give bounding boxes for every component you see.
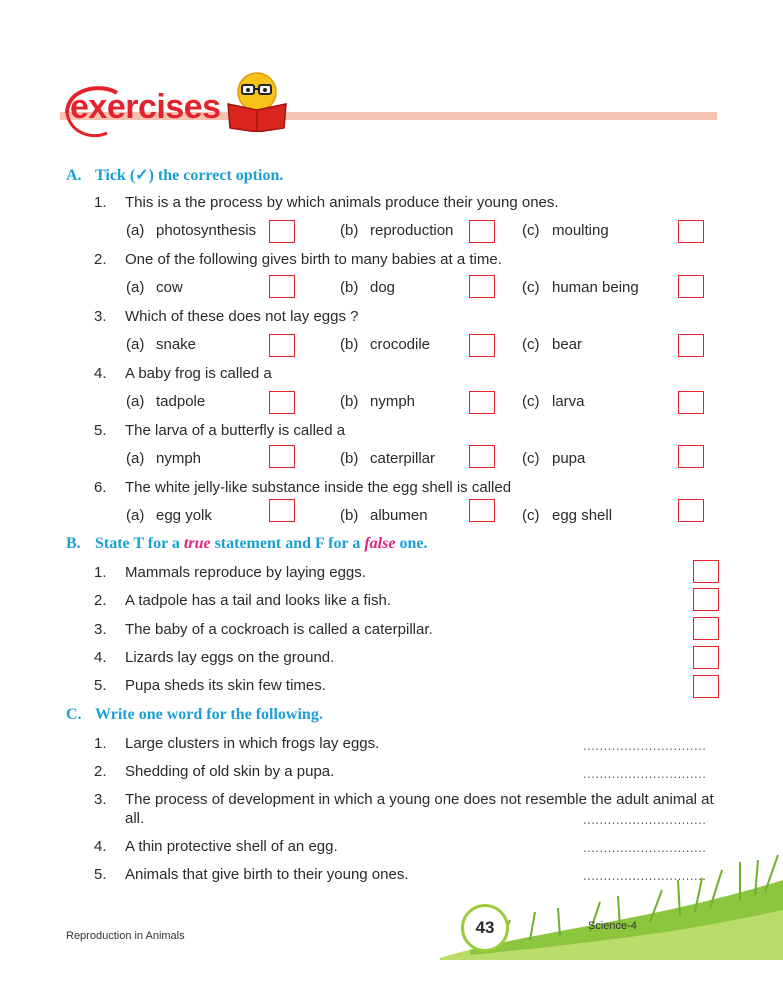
option-b: (b) caterpillar [340,450,436,467]
tick-box[interactable] [678,499,704,522]
chapter-name: Reproduction in Animals [66,930,185,942]
tick-box[interactable] [269,499,295,522]
answer-blank[interactable]: .............................. [583,738,707,753]
exercises-title: exercises [70,88,221,126]
question-row: 3. Which of these does not lay eggs ? [94,308,359,325]
question-row: 2. One of the following gives birth to many babies at a time. [94,251,502,268]
true-false-box[interactable] [693,675,719,698]
option-c: (c) egg shell [522,507,613,524]
tick-box[interactable] [469,220,495,243]
true-false-box[interactable] [693,560,719,583]
section-b-title: B. State T for a true statement and F for a false one. [66,535,428,552]
page-number: 43 [461,904,509,952]
one-word-row-continuation: all. [125,810,145,827]
tick-box[interactable] [269,391,295,414]
tick-box[interactable] [269,220,295,243]
option-b: (b) nymph [340,393,416,410]
option-a: (a) photosynthesis [126,222,257,239]
option-b: (b) albumen [340,507,428,524]
tick-box[interactable] [469,391,495,414]
one-word-row: 1. Large clusters in which frogs lay eggs. [94,735,380,752]
option-a: (a) cow [126,279,183,296]
statement-row: 2. A tadpole has a tail and looks like a fish. [94,592,392,609]
one-word-row: 4. A thin protective shell of an egg. [94,838,338,855]
tick-box[interactable] [269,275,295,298]
option-a: (a) tadpole [126,393,206,410]
one-word-row: 2. Shedding of old skin by a pupa. [94,763,335,780]
statement-row: 4. Lizards lay eggs on the ground. [94,649,335,666]
statement-row: 3. The baby of a cockroach is called a caterpillar. [94,621,433,638]
tick-box[interactable] [678,334,704,357]
option-b: (b) crocodile [340,336,431,353]
statement-row: 5. Pupa sheds its skin few times. [94,677,326,694]
tick-box[interactable] [678,275,704,298]
option-a: (a) nymph [126,450,202,467]
option-c: (c) human being [522,279,639,296]
option-a: (a) snake [126,336,197,353]
book-name: Science-4 [588,920,637,932]
section-c-title: C. Write one word for the following. [66,706,323,723]
tick-box[interactable] [678,391,704,414]
true-false-box[interactable] [693,646,719,669]
tick-box[interactable] [678,220,704,243]
question-row: 1. This is a the process by which animals produce their young ones. [94,194,559,211]
tick-box[interactable] [678,445,704,468]
answer-blank[interactable]: .............................. [583,812,707,827]
option-c: (c) moulting [522,222,609,239]
answer-blank[interactable]: .............................. [583,868,707,883]
true-false-box[interactable] [693,588,719,611]
reading-emoji-icon [224,70,290,132]
option-c: (c) pupa [522,450,586,467]
tick-box[interactable] [469,445,495,468]
question-row: 4. A baby frog is called a [94,365,272,382]
option-a: (a) egg yolk [126,507,212,524]
section-a-title: A. Tick (✓) the correct option. [66,167,284,184]
tick-box[interactable] [469,499,495,522]
answer-blank[interactable]: .............................. [583,840,707,855]
answer-blank[interactable]: .............................. [583,766,707,781]
tick-box[interactable] [469,334,495,357]
option-b: (b) reproduction [340,222,454,239]
option-c: (c) larva [522,393,585,410]
true-false-box[interactable] [693,617,719,640]
question-row: 6. The white jelly-like substance inside the egg shell is called [94,479,512,496]
option-b: (b) dog [340,279,396,296]
tick-box[interactable] [269,334,295,357]
tick-box[interactable] [469,275,495,298]
option-c: (c) bear [522,336,583,353]
tick-box[interactable] [269,445,295,468]
one-word-row: 5. Animals that give birth to their young ones. [94,866,409,883]
statement-row: 1. Mammals reproduce by laying eggs. [94,564,366,581]
question-row: 5. The larva of a butterfly is called a [94,422,346,439]
one-word-row: 3. The process of development in which a young one does not resemble the adult animal at [94,791,714,808]
